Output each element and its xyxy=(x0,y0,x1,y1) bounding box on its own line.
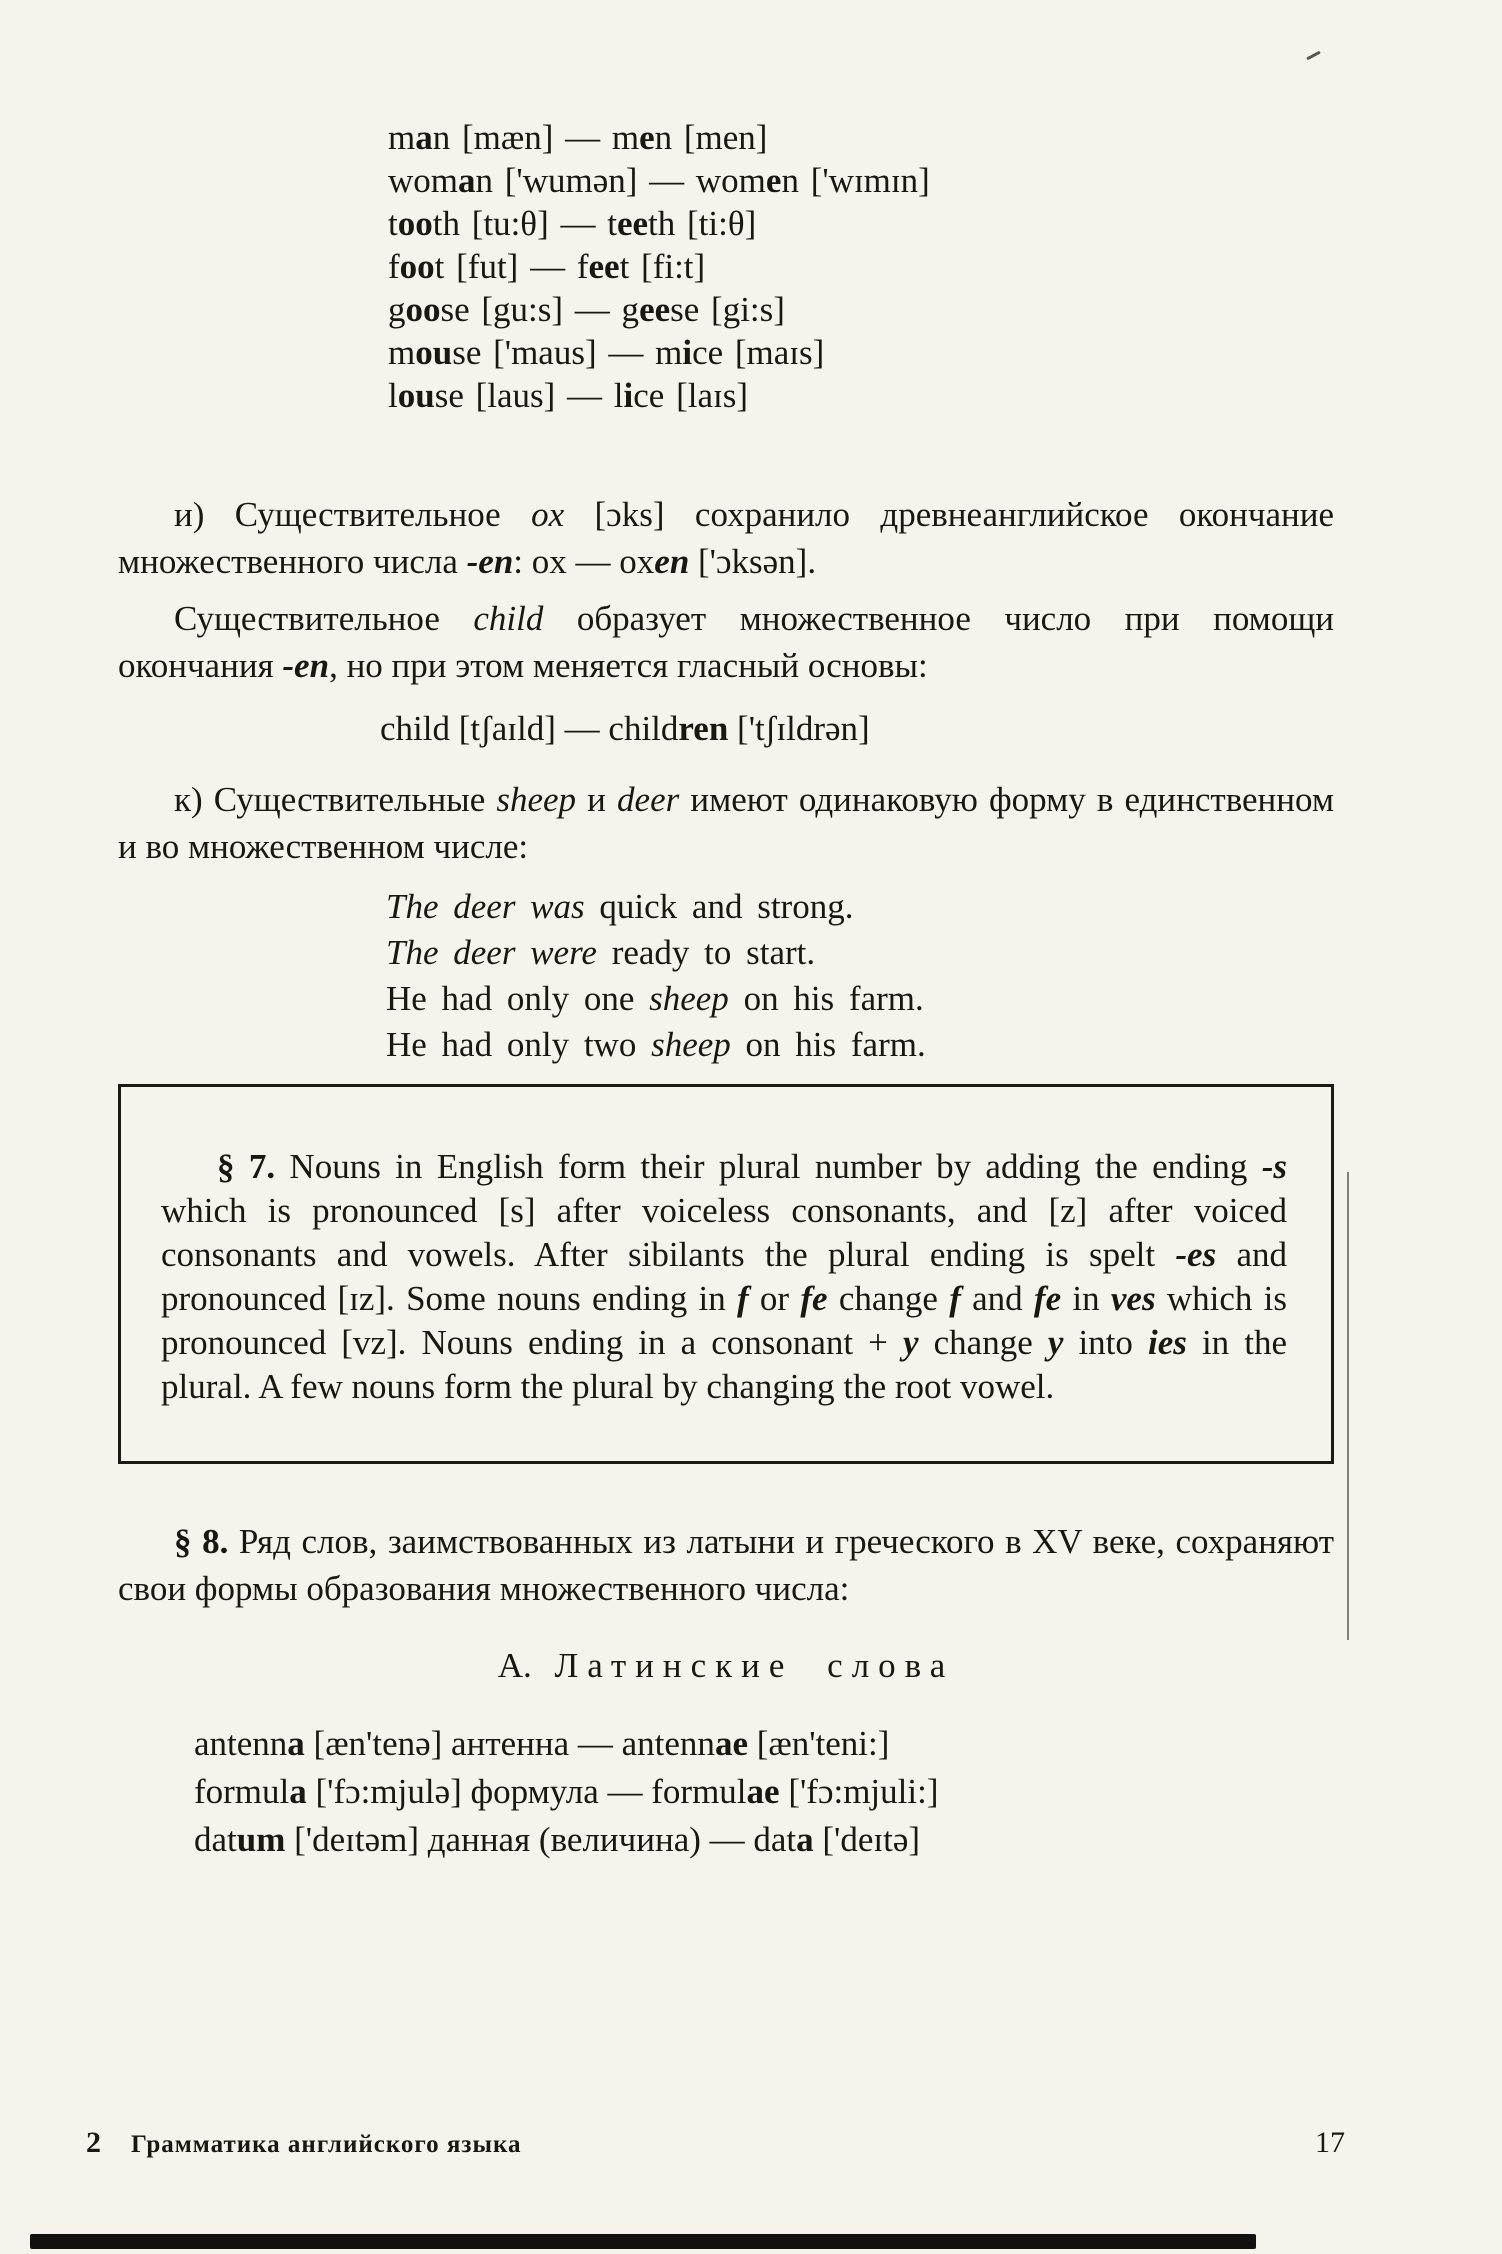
scan-artifact-vertical-line xyxy=(1347,1172,1349,1640)
plural-pair-man: man [mæn] — men [men] xyxy=(388,118,768,157)
scan-artifact-bottom-bar xyxy=(30,2234,1256,2249)
heading-index-letter: А. xyxy=(497,1646,532,1685)
latin-words-list xyxy=(194,1720,1334,1864)
example-sentence: He had only two sheep on his farm. xyxy=(386,1025,926,1064)
section-7-rule-box xyxy=(118,1084,1334,1464)
paragraph-child-rule: Существительное child образует множественное число при помощи окончания -en, но при этом меняется гласный основы: xyxy=(118,599,1334,685)
page-footer xyxy=(86,2126,1345,2160)
latin-word-datum: datum ['deɪtəm] данная (величина) — data ['deɪtə] xyxy=(194,1820,921,1859)
plural-pair-foot: foot [fut] — feet [fi:t] xyxy=(388,247,706,286)
heading-title-text: Латинские слова xyxy=(554,1646,955,1685)
paragraph-sheep-deer-rule: к) Существительные sheep и deer имеют одинаковую форму в единственном и во множественном числе: xyxy=(118,780,1335,866)
latin-word-antenna: antenna [æn'tenə] антенна — antennae [æn'teni:] xyxy=(194,1724,890,1763)
latin-words-heading xyxy=(118,1646,1334,1686)
example-sentence: He had only one sheep on his farm. xyxy=(386,979,924,1018)
example-sentence: The deer was quick and strong. xyxy=(386,887,854,926)
plural-pair-goose: goose [gu:s] — geese [gi:s] xyxy=(388,290,785,329)
latin-word-formula: formula ['fɔ:mjulə] формула — formulae ['fɔ:mjuli:] xyxy=(194,1772,939,1811)
plural-pair-woman: woman ['wumən] — women ['wɪmɪn] xyxy=(388,161,930,200)
footer-book-title: Грамматика английского языка xyxy=(131,2131,522,2158)
child-children-example: child [tʃaɪld] — children ['tʃɪldrən] xyxy=(380,709,870,748)
page-number: 17 xyxy=(1315,2126,1345,2159)
plural-pair-louse: louse [laus] — lice [laɪs] xyxy=(388,376,748,415)
example-sentence: The deer were ready to start. xyxy=(386,933,816,972)
page-text-column xyxy=(118,0,1334,1864)
plural-pair-tooth: tooth [tu:θ] — teeth [ti:θ] xyxy=(388,204,757,243)
plural-pairs-list xyxy=(388,116,1334,417)
footer-signature-number: 2 xyxy=(86,2126,101,2159)
example-sentences-list xyxy=(386,884,1334,1068)
paragraph-section-8: § 8. Ряд слов, заимствованных из латыни и греческого в XV веке, сохраняют свои формы образования множественного числа: xyxy=(118,1522,1335,1608)
section-7-rule-text: § 7. Nouns in English form their plural number by adding the ending -s which is pronounced [s] after voiceless consonants, and [z] after voiced consonants and vowels. After sibilants the plural ending is spelt -es and pronounced [ɪz]. Some nouns ending in f or fe change f and fe in ves which is pronounced [vz]. Nouns ending in a consonant + y change y into ies in the plural. A few nouns form the plural by changing the root vowel. xyxy=(161,1147,1288,1406)
paragraph-ox-rule: и) Существительное ox [ɔks] сохранило древнеанглийское окончание множественного числа -en: ox — oxen ['ɔksən]. xyxy=(118,495,1334,581)
plural-pair-mouse: mouse ['maus] — mice [maɪs] xyxy=(388,333,825,372)
